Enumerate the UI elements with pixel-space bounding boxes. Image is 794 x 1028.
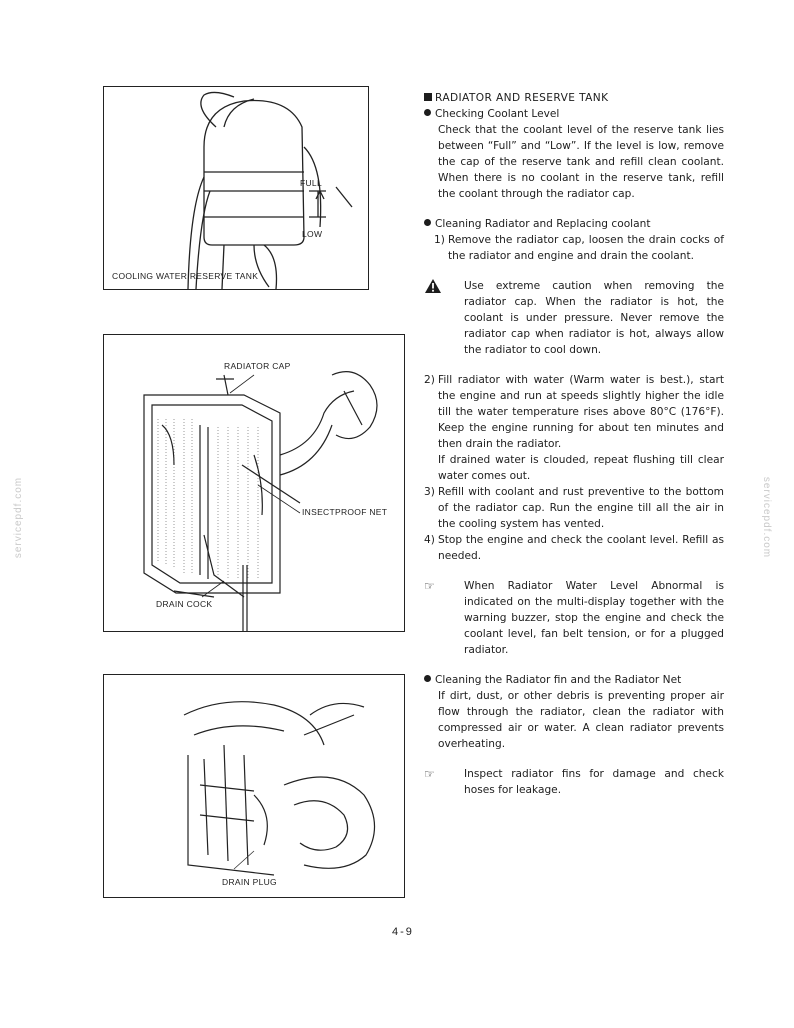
bullet-icon [424,219,431,226]
warning-note: Use extreme caution when removing the radiator cap. When the radiator is hot, the coolant is under pressure. Never remove the radiator cap when radiator is hot, always allow the radiator to cool down. [424,278,724,358]
drain-plug-label: DRAIN PLUG [222,877,277,887]
check-body: Check that the coolant level of the reserve tank lies between “Full” and “Low”. If the level is low, remove the cap of the reserve tank and refill clean coolant. When there is no coolant in the reserve tank, refill the coolant through the radiator cap. [438,124,724,200]
reserve-tank-illustration [104,87,368,289]
drain-cock-label: DRAIN COCK [156,599,213,609]
step-2-extra: If drained water is clouded, repeat flushing till clear water comes out. [438,454,724,482]
radiator-illustration [104,335,404,631]
step-4: 4) Stop the engine and check the coolant level. Refill as needed. [424,534,724,562]
full-label: FULL [300,178,322,188]
radiator-cap-label: RADIATOR CAP [224,361,291,371]
note-level-abnormal: ☞ When Radiator Water Level Abnormal is indicated on the multi-display together with the warning buzzer, stop the engine and check the coolant level, fan belt tension, or for a plugged radiator. [424,579,724,656]
section-title: RADIATOR AND RESERVE TANK [424,90,724,106]
insectproof-net-label: INSECTPROOF NET [302,507,388,517]
clean-heading: Cleaning Radiator and Replacing coolant [424,216,724,232]
engine-figure [103,674,405,898]
pointing-hand-icon: ☞ [424,579,435,593]
step-2: 2) Fill radiator with water (Warm water is best.), start the engine and run at speeds slightly higher the idle till the water temperature rises above 80°C (176°F). Keep the engine running for about ten minutes and then drain the radiator. If drained water is clouded, repeat flushing till clear water comes out. [424,374,724,482]
fin-heading: Cleaning the Radiator fin and the Radiator Net [424,672,724,688]
watermark-left: servicepdf.com [13,476,25,559]
fin-body: If dirt, dust, or other debris is preventing proper air flow through the radiator, clean the radiator with compressed air or water. A clean radiator prevents overheating. [438,690,724,750]
pointing-hand-icon: ☞ [424,767,435,781]
note-inspect-fins: ☞ Inspect radiator fins for damage and check hoses for leakage. [424,767,724,796]
reserve-tank-figure [103,86,369,290]
low-label: LOW [302,229,323,239]
engine-drain-illustration [104,675,404,897]
instruction-column [424,90,724,798]
radiator-figure [103,334,405,632]
bullet-icon [424,675,431,682]
step-1: 1) Remove the radiator cap, loosen the drain cocks of the radiator and engine and drain the coolant. [434,234,724,262]
watermark-right: servicepdf.com [761,476,773,559]
tank-caption: COOLING WATER RESERVE TANK [112,271,259,281]
square-bullet-icon [424,93,432,101]
step-3: 3) Refill with coolant and rust preventive to the bottom of the radiator cap. Run the engine till all the air in the cooling system has vented. [424,486,724,530]
warning-triangle-icon [424,278,464,358]
page-number: 4-9 [392,926,414,938]
bullet-icon [424,109,431,116]
check-heading: Checking Coolant Level [424,106,724,122]
